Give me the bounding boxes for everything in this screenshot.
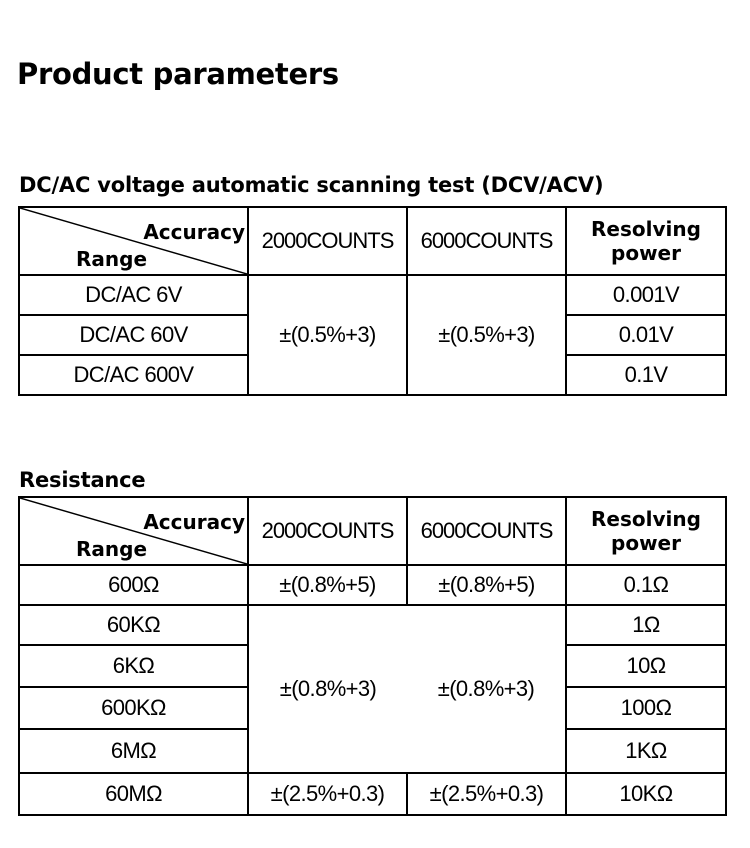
range-cell: DC/AC 6V [19,275,248,315]
resolution-cell: 10KΩ [566,773,726,815]
counts-6000-header: 6000COUNTS [407,207,566,275]
range-cell: 60KΩ [19,605,248,645]
resolution-cell: 10Ω [566,645,726,687]
range-cell: 60MΩ [19,773,248,815]
accuracy-header-label: Accuracy [143,510,245,534]
table-row [19,605,726,645]
resolving-power-header: Resolving power [566,497,726,565]
accuracy-6000-cell: ±(2.5%+0.3) [407,773,566,815]
range-header-label: Range [76,247,148,271]
counts-2000-header: 2000COUNTS [248,207,407,275]
range-cell: 6KΩ [19,645,248,687]
resolution-cell: 0.1V [566,355,726,395]
resolution-cell: 0.001V [566,275,726,315]
page-title: Product parameters [17,57,339,91]
voltage-section-title: DC/AC voltage automatic scanning test (DCV/ACV) [19,173,604,197]
voltage-parameter-table [18,206,727,396]
range-header-label: Range [76,537,148,561]
resistance-parameter-table [18,496,727,816]
accuracy-range-header-cell [19,497,248,565]
accuracy-2000-cell: ±(2.5%+0.3) [248,773,407,815]
table-header-row [19,497,726,565]
table-row [19,565,726,605]
range-cell: 600KΩ [19,687,248,729]
accuracy-6000-cell: ±(0.5%+3) [407,275,566,395]
accuracy-6000-merged-cell: ±(0.8%+3) [407,605,566,773]
range-cell: DC/AC 600V [19,355,248,395]
accuracy-6000-cell: ±(0.8%+5) [407,565,566,605]
resolution-cell: 0.1Ω [566,565,726,605]
table-header-row [19,207,726,275]
resolution-cell: 1Ω [566,605,726,645]
resolving-power-header: Resolving power [566,207,726,275]
accuracy-2000-cell: ±(0.5%+3) [248,275,407,395]
accuracy-2000-cell: ±(0.8%+5) [248,565,407,605]
resistance-section-title: Resistance [19,468,146,492]
range-cell: 600Ω [19,565,248,605]
accuracy-range-header-cell [19,207,248,275]
counts-6000-header: 6000COUNTS [407,497,566,565]
range-cell: DC/AC 60V [19,315,248,355]
accuracy-2000-merged-cell: ±(0.8%+3) [248,605,407,773]
counts-2000-header: 2000COUNTS [248,497,407,565]
range-cell: 6MΩ [19,729,248,773]
resolution-cell: 1KΩ [566,729,726,773]
table-row [19,275,726,315]
resolution-cell: 100Ω [566,687,726,729]
resolution-cell: 0.01V [566,315,726,355]
accuracy-header-label: Accuracy [143,220,245,244]
table-row [19,773,726,815]
